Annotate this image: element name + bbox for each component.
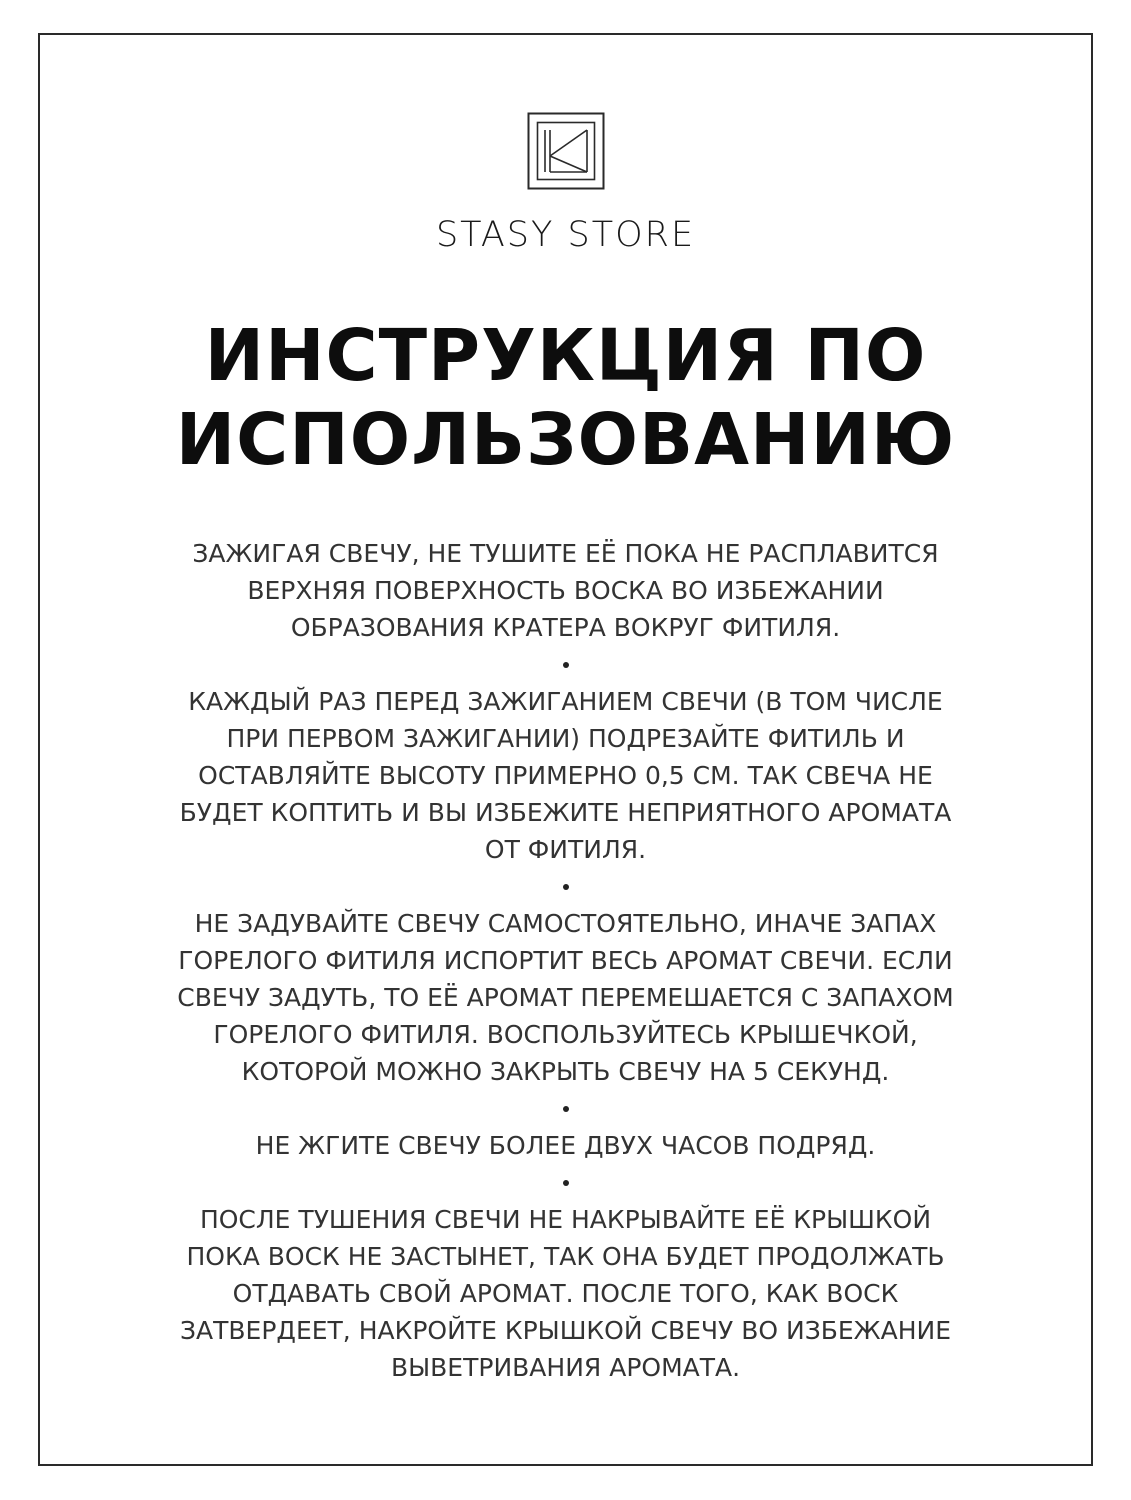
bullet-separator — [0, 1164, 1131, 1201]
instruction-line: ЗАЖИГАЯ СВЕЧУ, НЕ ТУШИТЕ ЕЁ ПОКА НЕ РАСПЛАВИТСЯ — [192, 539, 939, 568]
title-line-2: ИСПОЛЬЗОВАНИЮ — [175, 398, 956, 481]
instruction-item — [0, 905, 1131, 1090]
instruction-line: КАЖДЫЙ РАЗ ПЕРЕД ЗАЖИГАНИЕМ СВЕЧИ (В ТОМ ЧИСЛЕ — [188, 687, 943, 716]
page-title — [0, 314, 1131, 482]
instruction-line: ОБРАЗОВАНИЯ КРАТЕРА ВОКРУГ ФИТИЛЯ. — [290, 613, 841, 642]
instruction-line: ОТ ФИТИЛЯ. — [484, 835, 647, 864]
instruction-line: ПОКА ВОСК НЕ ЗАСТЫНЕТ, ТАК ОНА БУДЕТ ПРОДОЛЖАТЬ — [186, 1242, 945, 1271]
instruction-line: КОТОРОЙ МОЖНО ЗАКРЫТЬ СВЕЧУ НА 5 СЕКУНД. — [241, 1057, 890, 1086]
instruction-line: ВЫВЕТРИВАНИЯ АРОМАТА. — [390, 1353, 741, 1382]
instruction-line: ПОСЛЕ ТУШЕНИЯ СВЕЧИ НЕ НАКРЫВАЙТЕ ЕЁ КРЫШКОЙ — [199, 1205, 932, 1234]
instruction-line: ВЕРХНЯЯ ПОВЕРХНОСТЬ ВОСКА ВО ИЗБЕЖАНИИ — [247, 576, 884, 605]
brand-name: STASY STORE — [435, 215, 696, 255]
title-line-1: ИНСТРУКЦИЯ ПО — [204, 314, 927, 397]
bullet-separator — [0, 1090, 1131, 1127]
instruction-line: БУДЕТ КОПТИТЬ И ВЫ ИЗБЕЖИТЕ НЕПРИЯТНОГО АРОМАТА — [179, 798, 952, 827]
bullet-separator — [0, 868, 1131, 905]
instruction-line: ЗАТВЕРДЕЕТ, НАКРОЙТЕ КРЫШКОЙ СВЕЧУ ВО ИЗБЕЖАНИЕ — [179, 1316, 952, 1345]
instruction-line: НЕ ЗАДУВАЙТЕ СВЕЧУ САМОСТОЯТЕЛЬНО, ИНАЧЕ ЗАПАХ — [194, 909, 937, 938]
instruction-item — [0, 683, 1131, 868]
instruction-line: СВЕЧУ ЗАДУТЬ, ТО ЕЁ АРОМАТ ПЕРЕМЕШАЕТСЯ С ЗАПАХОМ — [177, 983, 954, 1012]
instruction-line: НЕ ЖГИТЕ СВЕЧУ БОЛЕЕ ДВУХ ЧАСОВ ПОДРЯД. — [255, 1131, 876, 1160]
instruction-line: ГОРЕЛОГО ФИТИЛЯ ИСПОРТИТ ВЕСЬ АРОМАТ СВЕЧИ. ЕСЛИ — [178, 946, 953, 975]
instructions-list — [0, 535, 1131, 1386]
instruction-item — [0, 535, 1131, 646]
monogram-k-square-icon — [527, 112, 605, 190]
instruction-line: ПРИ ПЕРВОМ ЗАЖИГАНИИ) ПОДРЕЗАЙТЕ ФИТИЛЬ И — [226, 724, 905, 753]
bullet-separator — [0, 646, 1131, 683]
instruction-item — [0, 1201, 1131, 1386]
instruction-item — [0, 1127, 1131, 1164]
instruction-line: ОТДАВАТЬ СВОЙ АРОМАТ. ПОСЛЕ ТОГО, КАК ВОСК — [232, 1279, 899, 1308]
instruction-line: ГОРЕЛОГО ФИТИЛЯ. ВОСПОЛЬЗУЙТЕСЬ КРЫШЕЧКОЙ, — [213, 1020, 918, 1049]
instruction-line: ОСТАВЛЯЙТЕ ВЫСОТУ ПРИМЕРНО 0,5 СМ. ТАК СВЕЧА НЕ — [198, 761, 933, 790]
